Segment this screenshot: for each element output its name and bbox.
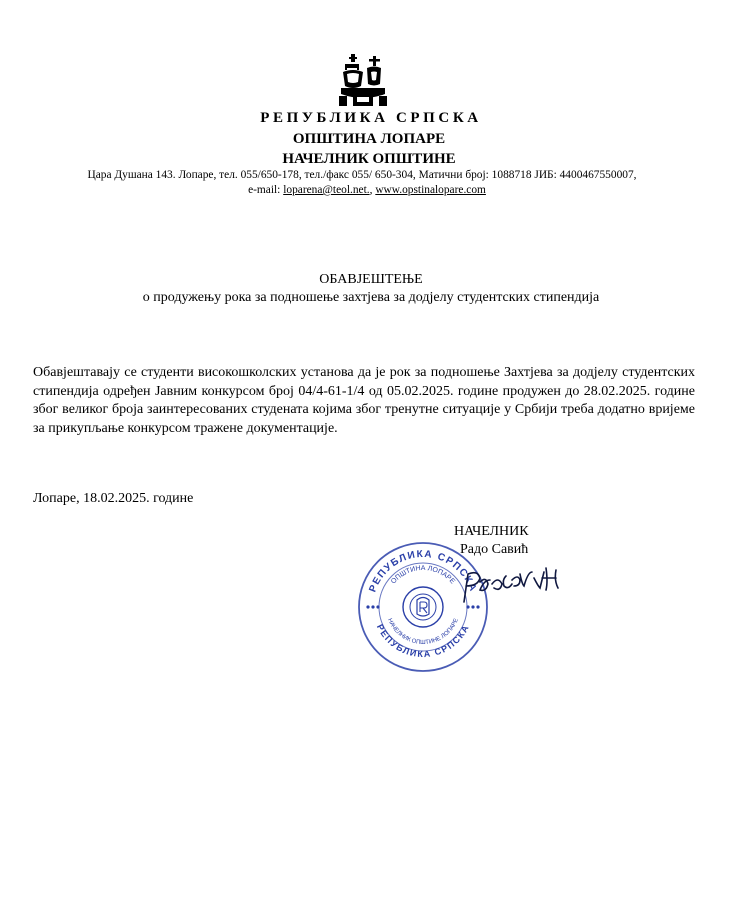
mayor-name: Радо Савић — [460, 542, 529, 557]
email-link[interactable]: loparena@teol.net. — [283, 184, 370, 196]
mayor-title: НАЧЕЛНИК — [454, 524, 529, 539]
mayor-office-heading: НАЧЕЛНИК ОПШТИНЕ — [282, 151, 456, 167]
stamp-outer-bottom: РЕПУБЛИКА СРПСКА — [374, 622, 472, 660]
svg-text:ОПШТИНА ЛОПАРЕ — [390, 565, 456, 586]
notice-title: ОБАВЈЕШТЕЊЕ — [319, 272, 423, 287]
stamp-inner-top: ОПШТИНА ЛОПАРЕ — [390, 564, 456, 586]
coat-of-arms-icon — [339, 54, 387, 106]
stamp-inner-bottom: НАЧЕЛНИК ОПШТИНЕ ЛОПАРЕ — [386, 617, 460, 647]
handwritten-signature — [452, 558, 572, 608]
address-line: Цара Душана 143. Лопаре, тел. 055/650-178, тел./факс 055/ 650-304, Матични број: 1088718 ЈИБ: 4400467550007, — [87, 169, 637, 181]
place-date: Лопаре, 18.02.2025. године — [33, 491, 194, 506]
republic-heading: РЕПУБЛИКА СРПСКА — [260, 110, 482, 126]
stamp-outer-top: РЕПУБЛИКА СРПСКА — [367, 548, 479, 594]
website-link[interactable]: www.opstinalopare.com — [375, 184, 486, 196]
notice-subtitle: о продужењу рока за подношење захтјева за додјелу студентских стипендија — [142, 290, 600, 305]
notice-body: Обавјештавају се студенти високошколских установа да је рок за подношење Захтјева за додјелу студентских стипендија одређен Јавним конкурсом број 04/4-61-1/4 од 05.02.2025. године продужен до 28.02.2025. године због великог броја заинтересованих студената којима због тренутне ситуације у Србији треба додатно вријеме за прикупљање конкурсом тражене документације. — [33, 365, 695, 436]
email-label: e-mail: — [248, 184, 281, 196]
contact-line: e-mail: loparena@teol.net., www.opstinalopare.com — [248, 184, 486, 196]
municipality-heading: ОПШТИНА ЛОПАРЕ — [292, 131, 446, 147]
